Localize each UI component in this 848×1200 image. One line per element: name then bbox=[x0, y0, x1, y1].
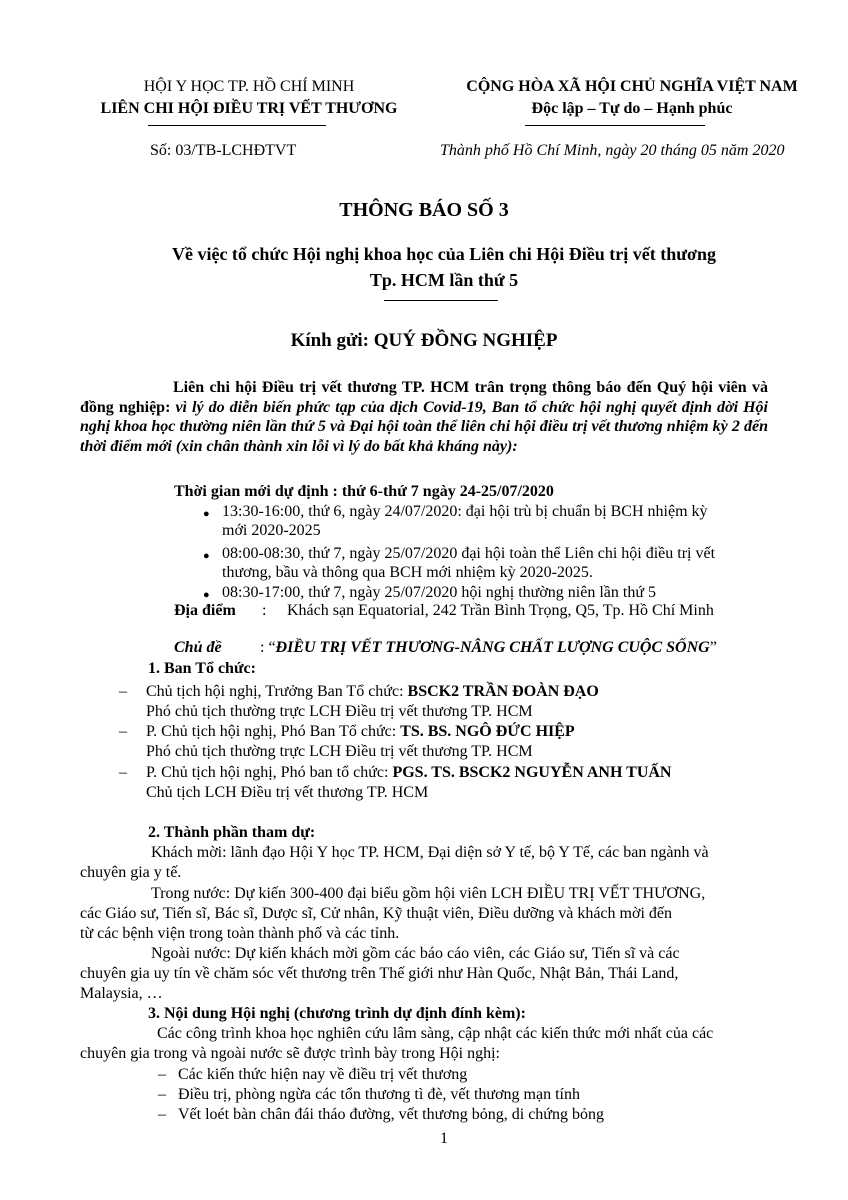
topic-2: Điều trị, phòng ngừa các tổn thương tì đè, vết thương mạn tính bbox=[178, 1086, 580, 1103]
doc-subtitle-line1: Về việc tổ chức Hội nghị khoa học của Liên chi Hội Điều trị vết thương bbox=[171, 244, 717, 264]
schedule-item-3-line1: 08:30-17:00, thứ 7, ngày 25/07/2020 hội nghị thường niên lần thứ 5 bbox=[222, 584, 657, 601]
subtitle-underline bbox=[384, 300, 498, 301]
dash-icon: – bbox=[119, 764, 127, 781]
member-3-line bbox=[146, 764, 671, 782]
section1-heading: 1. Ban Tổ chức: bbox=[148, 660, 256, 677]
doc-subtitle-line2: Tp. HCM lần thứ 5 bbox=[369, 270, 519, 290]
theme-label: Chủ đề bbox=[174, 639, 222, 656]
theme-close: ” bbox=[709, 639, 717, 656]
topic-3: Vết loét bàn chân đái tháo đường, vết thương bỏng, di chứng bỏng bbox=[178, 1106, 604, 1123]
dash-icon: – bbox=[158, 1106, 166, 1123]
section3-intro-line2: chuyên gia trong và ngoài nước sẽ được trình bày trong Hội nghị: bbox=[80, 1045, 500, 1062]
doc-title: THÔNG BÁO SỐ 3 bbox=[339, 199, 509, 221]
member-1-position: Phó chủ tịch thường trực LCH Điều trị vết thương TP. HCM bbox=[146, 703, 533, 720]
domestic-line3: từ các bệnh viện trong toàn thành phố và các tỉnh. bbox=[80, 925, 400, 942]
foreign-line2: chuyên gia uy tín về chăm sóc vết thương trên Thế giới như Hàn Quốc, Nhật Bản, Thái Land, bbox=[80, 965, 679, 982]
foreign-line1: Ngoài nước: Dự kiến khách mời gồm các báo cáo viên, các Giáo sư, Tiến sĩ và các bbox=[151, 945, 680, 962]
schedule-item-1-line2: mới 2020-2025 bbox=[222, 522, 321, 539]
intro-paragraph bbox=[80, 378, 768, 456]
dash-icon: – bbox=[119, 723, 127, 740]
domestic-line1: Trong nước: Dự kiến 300-400 đại biểu gồm hội viên LCH ĐIỀU TRỊ VẾT THƯƠNG, bbox=[151, 885, 706, 902]
member-3-role: P. Chủ tịch hội nghị, Phó ban tổ chức: bbox=[146, 764, 393, 781]
section3-heading: 3. Nội dung Hội nghị (chương trình dự định đính kèm): bbox=[148, 1005, 526, 1022]
member-2-name: TS. BS. NGÔ ĐỨC HIỆP bbox=[400, 723, 575, 740]
schedule-heading: Thời gian mới dự định : thứ 6-thứ 7 ngày 24-25/07/2020 bbox=[174, 483, 554, 500]
section3-intro-line1: Các công trình khoa học nghiên cứu lâm sàng, cập nhật các kiến thức mới nhất của các bbox=[157, 1025, 714, 1042]
schedule-item-2-line2: thương, bầu và thông qua BCH mới nhiệm kỳ 2020-2025. bbox=[222, 564, 593, 581]
dash-icon: – bbox=[158, 1086, 166, 1103]
theme-value: ĐIỀU TRỊ VẾT THƯƠNG-NÂNG CHẤT LƯỢNG CUỘC SỐNG bbox=[275, 639, 710, 656]
bullet-icon: ● bbox=[203, 589, 210, 601]
venue-value: Khách sạn Equatorial, 242 Trần Bình Trọng, Q5, Tp. Hồ Chí Minh bbox=[287, 602, 714, 619]
venue-sep: : bbox=[262, 602, 267, 619]
header-left-org: HỘI Y HỌC TP. HỒ CHÍ MINH bbox=[143, 78, 355, 95]
member-3-position: Chủ tịch LCH Điều trị vết thương TP. HCM bbox=[146, 784, 429, 801]
page-number: 1 bbox=[440, 1130, 448, 1147]
header-left-suborg: LIÊN CHI HỘI ĐIỀU TRỊ VẾT THƯƠNG bbox=[100, 100, 398, 117]
schedule-item-1-line1: 13:30-16:00, thứ 6, ngày 24/07/2020: đại hội trù bị chuẩn bị BCH nhiệm kỳ bbox=[222, 503, 708, 520]
header-right-motto: Độc lập – Tự do – Hạnh phúc bbox=[531, 100, 733, 117]
recipient: Kính gửi: QUÝ ĐỒNG NGHIỆP bbox=[290, 330, 558, 351]
theme-line bbox=[260, 639, 717, 657]
place-date: Thành phố Hồ Chí Minh, ngày 20 tháng 05 năm 2020 bbox=[440, 142, 785, 159]
topic-1: Các kiến thức hiện nay về điều trị vết thương bbox=[178, 1066, 468, 1083]
intro-italic: vì lý do diễn biến phức tạp của dịch Covid-19, Ban tổ chức hội nghị quyết định dời Hội nghị khoa học thường niên lần thứ 5 và Đại hội toàn thể liên chi hội điều trị vết thương nhiệm kỳ 2 đến thời điểm mới (xin chân thành xin lỗi vì lý do bất khả kháng này): bbox=[80, 398, 768, 455]
header-left-underline bbox=[148, 125, 326, 126]
guests-line2: chuyên gia y tế. bbox=[80, 864, 182, 881]
header-right-underline bbox=[525, 125, 705, 126]
guests-line1: Khách mời: lãnh đạo Hội Y học TP. HCM, Đại diện sở Y tế, bộ Y Tế, các ban ngành và bbox=[151, 844, 709, 861]
section2-heading: 2. Thành phần tham dự: bbox=[148, 824, 316, 841]
member-1-line bbox=[146, 683, 599, 701]
member-2-position: Phó chủ tịch thường trực LCH Điều trị vết thương TP. HCM bbox=[146, 743, 533, 760]
member-2-line bbox=[146, 723, 575, 741]
dash-icon: – bbox=[158, 1066, 166, 1083]
dash-icon: – bbox=[119, 683, 127, 700]
header-right-nation: CỘNG HÒA XÃ HỘI CHỦ NGHĨA VIỆT NAM bbox=[466, 78, 798, 95]
member-1-name: BSCK2 TRẦN ĐOÀN ĐẠO bbox=[407, 683, 599, 700]
member-2-role: P. Chủ tịch hội nghị, Phó Ban Tổ chức: bbox=[146, 723, 401, 740]
bullet-icon: ● bbox=[203, 550, 210, 562]
bullet-icon: ● bbox=[203, 508, 210, 520]
member-3-name: PGS. TS. BSCK2 NGUYỄN ANH TUẤN bbox=[392, 764, 672, 781]
member-1-role: Chủ tịch hội nghị, Trưởng Ban Tổ chức: bbox=[146, 683, 408, 700]
foreign-line3: Malaysia, … bbox=[80, 985, 163, 1002]
theme-sep: : “ bbox=[260, 639, 276, 656]
domestic-line2: các Giáo sư, Tiến sĩ, Bác sĩ, Dược sĩ, Cử nhân, Kỹ thuật viên, Điều dưỡng và khách mời đến bbox=[80, 905, 672, 922]
schedule-item-2-line1: 08:00-08:30, thứ 7, ngày 25/07/2020 đại hội toàn thể Liên chi hội điều trị vết bbox=[222, 545, 716, 562]
doc-number: Số: 03/TB-LCHĐTVT bbox=[150, 142, 297, 159]
venue-label: Địa điểm bbox=[174, 602, 236, 619]
intro-bold: Liên chi hội Điều trị vết thương TP. HCM trân trọng thông báo đến Quý hội viên và đồng nghiệp: bbox=[80, 379, 768, 416]
